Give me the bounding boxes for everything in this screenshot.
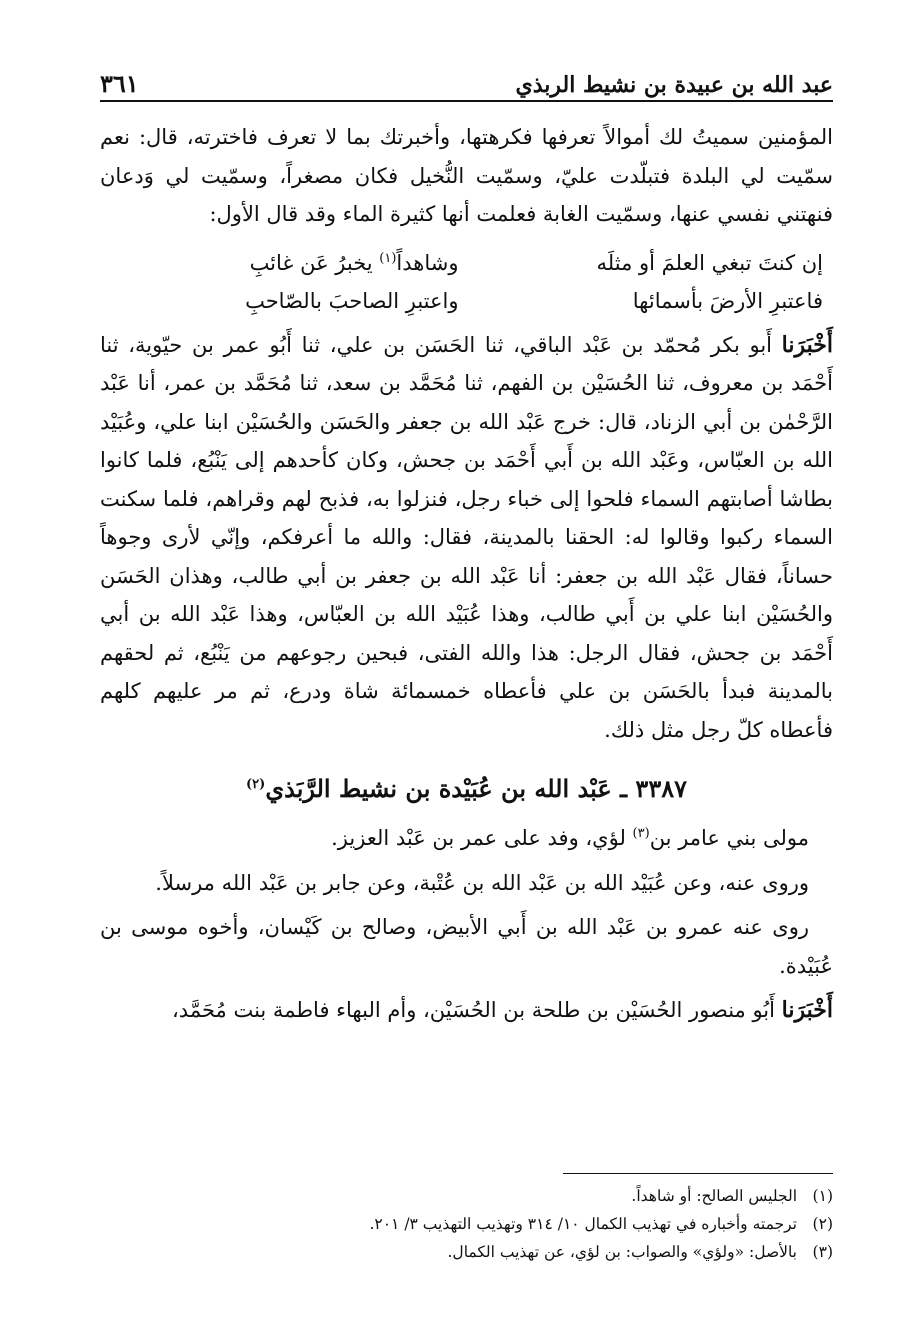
footnotes	[100, 1182, 833, 1266]
paragraph-1: المؤمنين سميتُ لك أموالاً تعرفها فكرهتها، وأخبرتك بما لا تعرف فاخترته، قال: نعم سمّيت لي البلدة فتبلّدت عليّ، وسمّيت النُّخيل فكان مصغراً، وسمّيت لي وَدعان فنهتني نفسي عنها، وسمّيت الغابة فعلمت أنها كثيرة الماء وقد قال الأول:	[100, 125, 833, 226]
paragraph-6	[100, 991, 833, 1030]
biography-heading-text: ٣٣٨٧ ـ عَبْد الله بن عُبَيْدة بن نشيط الرَّبَذي	[265, 774, 687, 803]
paragraph-2-text: أَبو بكر مُحمّد بن عَبْد الباقي، ثنا الحَسَن بن علي، ثنا أَبُو عمر بن حيّوية، ثنا أَحْمَد بن معروف، ثنا الحُسَيْن بن الفهم، ثنا مُحَمَّد بن سعد، ثنا مُحَمَّد بن عمر، أنا عَبْد الرَّحْمٰن بن أبي الزناد، قال: خرج عَبْد الله بن جعفر والحَسَن والحُسَيْن ابنا علي، وعُبَيْد الله بن العبّاس، وعَبْد الله بن أَبي أَحْمَد بن جحش، وكان كأحدهم إلى يَنْبُع، فلما كانوا بطاشا أصابتهم السماء فلحوا إلى خباء رجل، فنزلوا به، فذبح لهم وقراهم، فلما سكنت السماء ركبوا وقالوا له: الحقنا بالمدينة، فقال: والله ما أعرفكم، وإنّي لأرى وجوهاً حساناً، فقال عَبْد الله بن جعفر: أنا عَبْد الله بن جعفر بن أبي طالب، وهذان الحَسَن والحُسَيْن ابنا علي بن أَبي طالب، وهذا عُبَيْد الله بن العبّاس، وهذا عَبْد الله بن أبي أَحْمَد بن جحش، فقال الرجل: هذا والله الفتى، فبحين رجوعهم من يَنْبُع، ثم لحقهم بالمدينة فبدأ بالحَسَن بن علي فأعطاه خمسمائة شاة ودرع، ثم مر عليهم كلهم فأعطاه كلّ رجل مثل ذلك.	[100, 332, 833, 742]
verse-1-second-hemistich: وشاهداً$^{(١)}$ يخبرُ عَن غائبِ	[249, 250, 459, 275]
paragraph-3	[100, 819, 833, 858]
footnote-1	[100, 1182, 833, 1210]
footnote-text: الجليس الصالح: أو شاهداً.	[631, 1187, 797, 1205]
biography-heading	[100, 769, 833, 809]
footnote-number: (٢)	[812, 1215, 833, 1233]
verse-2-first-hemistich: فاعتبرِ الأرضَ بأسمائها	[632, 288, 823, 313]
footnote-number: (٣)	[812, 1243, 833, 1261]
paragraph-2-lead: أَخْبَرَنا	[781, 331, 833, 358]
footnote-ref-2: (٢)	[246, 777, 266, 792]
page-number: ٣٦١	[100, 69, 139, 98]
footnote-3	[100, 1238, 833, 1266]
paragraph-3-text-a: مولى بني عامر بن	[649, 826, 809, 850]
paragraph-5: روى عنه عمرو بن عَبْد الله بن أَبي الأبيض، وصالح بن كَيْسان، وأخوه موسى بن عُبَيْدة.	[100, 915, 833, 978]
running-title: عبد الله بن عبيدة بن نشيط الربذي	[515, 72, 833, 98]
footnote-ref-1: (١)	[379, 250, 397, 266]
footnote-2	[100, 1210, 833, 1238]
footnote-rule	[563, 1173, 833, 1174]
paragraph-3-text-b: لؤي، وفد على عمر بن عَبْد العزيز.	[331, 826, 633, 850]
poem	[100, 244, 833, 320]
paragraph-2	[100, 326, 833, 750]
verse-1	[100, 244, 833, 282]
header-rule	[100, 100, 833, 102]
paragraph-6-lead: أَخْبَرَنا	[781, 997, 833, 1023]
footnote-number: (١)	[812, 1187, 833, 1205]
page-header	[100, 58, 833, 98]
verse-2-second-hemistich: واعتبرِ الصاحبَ بالصّاحبِ	[245, 288, 459, 313]
paragraph-6-text: أَبُو منصور الحُسَيْن بن طلحة بن الحُسَيْن، وأم البهاء فاطمة بنت مُحَمَّد،	[172, 998, 782, 1022]
verse-1-first-hemistich: إن كنتَ تبغي العلمَ أو مثلَه	[596, 250, 823, 275]
paragraph-4: وروى عنه، وعن عُبَيْد الله بن عَبْد الله بن عُتْبة، وعن جابر بن عَبْد الله مرسلاً.	[155, 870, 809, 895]
verse-2	[100, 282, 833, 320]
footnote-text: بالأصل: «ولؤي» والصواب: بن لؤي، عن تهذيب الكمال.	[447, 1243, 797, 1261]
footnote-ref-3: (٣)	[632, 826, 650, 841]
main-text	[100, 118, 833, 1030]
footnote-text: ترجمته وأخباره في تهذيب الكمال ١٠/ ٣١٤ وتهذيب التهذيب ٣/ ٢٠١.	[369, 1215, 797, 1233]
